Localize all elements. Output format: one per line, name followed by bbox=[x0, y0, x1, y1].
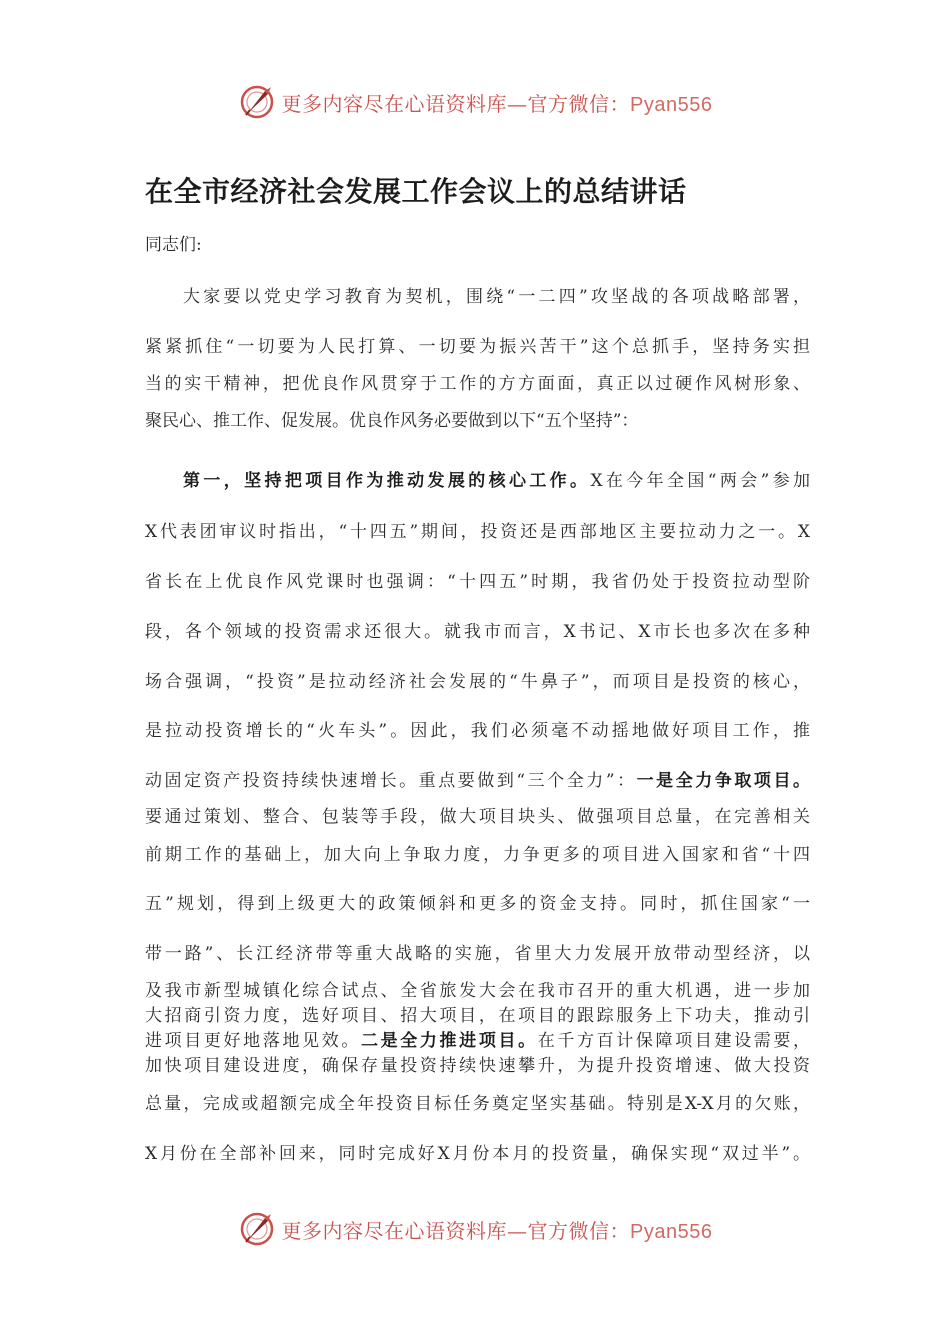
para2-line: 及我市新型城镇化综合试点、全省旅发大会在我市召开的重大机遇，进一步加 bbox=[145, 981, 810, 1001]
quill-logo-icon bbox=[238, 1210, 276, 1248]
para2-line: 总量，完成或超额完成全年投资目标任务奠定坚实基础。特别是X-X月的欠账， bbox=[145, 1094, 810, 1114]
para2-line: 前期工作的基础上，加大向上争取力度，力争更多的项目进入国家和省“十四 bbox=[145, 845, 810, 865]
wechat-handle: Pyan556 bbox=[630, 1220, 713, 1243]
para1-line: 大家要以党史学习教育为契机，围绕“一二四”攻坚战的各项战略部署， bbox=[183, 287, 810, 307]
sub-point-heading: 一是全力争取项目。 bbox=[636, 771, 811, 791]
para2-line: 段，各个领域的投资需求还很大。就我市而言，X书记、X市长也多次在多种 bbox=[145, 622, 810, 642]
watermark-text: 更多内容尽在心语资料库—官方微信：Pyan556 bbox=[281, 91, 713, 116]
para2-line: 要通过策划、整合、包装等手段，做大项目块头、做强项目总量，在完善相关 bbox=[145, 807, 810, 827]
para2-line: 省长在上优良作风党课时也强调：“十四五”时期，我省仍处于投资拉动型阶 bbox=[145, 572, 810, 592]
watermark-text: 更多内容尽在心语资料库—官方微信：Pyan556 bbox=[281, 1218, 713, 1243]
para1-line: 紧紧抓住“一切要为人民打算、一切要为振兴苦干”这个总抓手，坚持务实担 bbox=[145, 337, 810, 357]
para2-line: X月份在全部补回来，同时完成好X月份本月的投资量，确保实现“双过半”。 bbox=[145, 1144, 810, 1164]
para2-line: 大招商引资力度，选好项目、招大项目，在项目的跟踪服务上下功夫，推动引 bbox=[145, 1006, 810, 1026]
para1-line: 当的实干精神，把优良作风贯穿于工作的方方面面，真正以过硬作风树形象、 bbox=[145, 374, 810, 394]
header-watermark-banner bbox=[0, 82, 950, 122]
para2-lead-line: 第一，坚持把项目作为推动发展的核心工作。X在今年全国“两会”参加 bbox=[183, 471, 811, 491]
sub-point-heading: 二是全力推进项目。 bbox=[361, 1031, 538, 1051]
wechat-handle: Pyan556 bbox=[630, 93, 713, 116]
para2-line: 带一路”、长江经济带等重大战略的实施，省里大力发展开放带动型经济，以 bbox=[145, 944, 810, 964]
para2-line: 进项目更好地落地见效。二是全力推进项目。在千方百计保障项目建设需要， bbox=[145, 1031, 811, 1051]
point-heading: 第一，坚持把项目作为推动发展的核心工作。 bbox=[183, 471, 591, 491]
salutation: 同志们: bbox=[145, 235, 202, 255]
page-title: 在全市经济社会发展工作会议上的总结讲话 bbox=[145, 175, 687, 208]
para2-line: 五”规划，得到上级更大的政策倾斜和更多的资金支持。同时，抓住国家“一 bbox=[145, 894, 810, 914]
para2-line: 加快项目建设进度，确保存量投资持续快速攀升，为提升投资增速、做大投资 bbox=[145, 1056, 810, 1076]
para2-line: 动固定资产投资持续快速增长。重点要做到“三个全力”：一是全力争取项目。 bbox=[145, 771, 811, 791]
para2-line: X代表团审议时指出，“十四五”期间，投资还是西部地区主要拉动力之一。X bbox=[145, 522, 810, 542]
para2-line: 是拉动投资增长的“火车头”。因此，我们必须毫不动摇地做好项目工作，推 bbox=[145, 721, 810, 741]
para2-line: 场合强调，“投资”是拉动经济社会发展的“牛鼻子”，而项目是投资的核心， bbox=[145, 672, 810, 692]
para1-line: 聚民心、推工作、促发展。优良作风务必要做到以下“五个坚持”： bbox=[145, 411, 639, 431]
quill-logo-icon bbox=[238, 83, 276, 121]
footer-watermark-banner bbox=[0, 1209, 950, 1249]
